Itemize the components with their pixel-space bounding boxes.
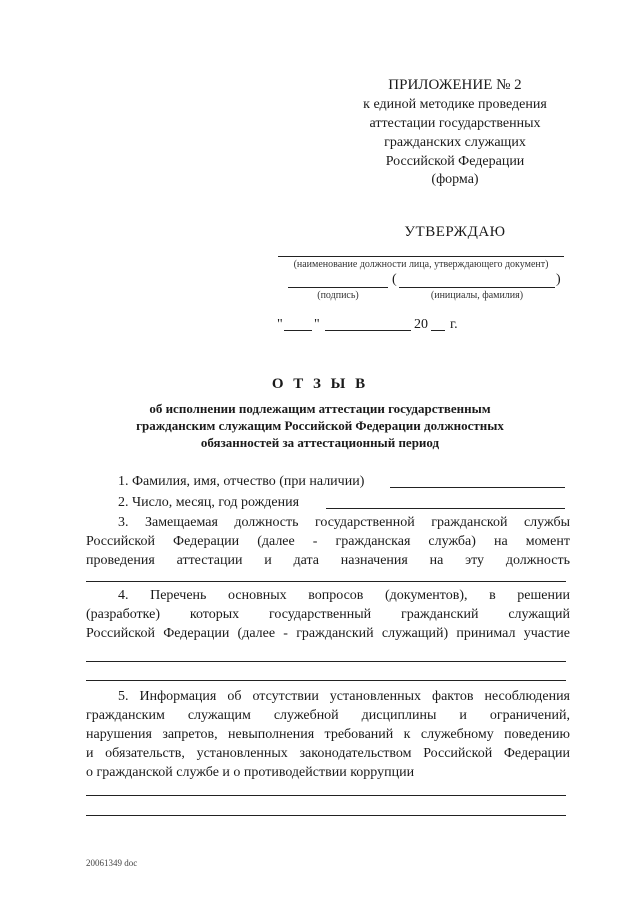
appendix-line: гражданских служащих [384, 135, 526, 150]
date-suffix: г. [450, 317, 458, 332]
subheading-line: обязанностей за аттестационный период [200, 435, 440, 450]
month-line [325, 330, 411, 331]
approval-label: УТВЕРЖДАЮ [404, 224, 506, 240]
subheading-line: гражданским служащим Российской Федерации должностных [136, 418, 504, 433]
signature-caption: (подпись) [317, 290, 359, 301]
item-5 [86, 687, 570, 782]
item-3-line: Российской Федерации (далее - гражданская служба) на момент [86, 534, 570, 549]
document-subheading [80, 400, 560, 451]
open-paren: ( [392, 272, 397, 287]
position-line [278, 256, 564, 257]
item-3-line: 3. Замещаемая должность государственной гражданской службы [118, 515, 570, 530]
item-5-line: нарушения запретов, невыполнения требований к служебному поведению [86, 727, 570, 742]
item-5-fill-line [86, 815, 566, 816]
item-1-fill-line [390, 487, 565, 488]
item-5-line: о гражданской службе и о противодействии коррупции [86, 765, 415, 780]
item-1-label: 1. Фамилия, имя, отчество (при наличии) [118, 474, 365, 489]
position-caption: (наименование должности лица, утверждающего документ) [293, 259, 549, 270]
date-year: 20 [414, 317, 428, 332]
year-line [431, 330, 445, 331]
appendix-line: к единой методике проведения [363, 97, 547, 112]
item-2-label: 2. Число, месяц, год рождения [118, 495, 300, 510]
signature-line [288, 287, 388, 288]
day-line [284, 330, 312, 331]
item-4-line: (разработке) которых государственный гражданский служащий [86, 607, 570, 622]
date-quote-open: " [277, 317, 283, 332]
item-4 [86, 586, 570, 643]
name-line [399, 287, 555, 288]
item-3 [86, 513, 570, 570]
item-3-line: проведения аттестации и дата назначения на эту должность [86, 553, 570, 568]
item-4-line: Российской Федерации (далее - гражданский служащий) принимал участие [86, 626, 570, 641]
name-caption: (инициалы, фамилия) [430, 290, 524, 301]
item-5-line: 5. Информация об отсутствии установленных фактов несоблюдения [118, 689, 570, 704]
appendix-block [330, 76, 580, 171]
form-note: (форма) [431, 172, 479, 187]
item-5-fill-line [86, 795, 566, 796]
item-3-fill-line [86, 581, 566, 582]
close-paren: ) [556, 272, 561, 287]
document-heading: О Т З Ы В [271, 376, 369, 392]
appendix-line: аттестации государственных [369, 116, 541, 131]
file-reference: 20061349 doc [86, 858, 138, 868]
item-2-fill-line [326, 508, 565, 509]
item-5-line: гражданским служащим служебной дисциплины и ограничений, [86, 708, 570, 723]
item-4-line: 4. Перечень основных вопросов (документов), в решении [118, 588, 570, 603]
item-4-fill-line [86, 661, 566, 662]
date-quote-close: " [314, 317, 320, 332]
appendix-line: Российской Федерации [385, 154, 525, 169]
item-4-fill-line [86, 680, 566, 681]
item-5-line: и обязательств, установленных законодательством Российской Федерации [86, 746, 570, 761]
subheading-line: об исполнении подлежащим аттестации государственным [149, 401, 491, 416]
appendix-title: ПРИЛОЖЕНИЕ № 2 [388, 77, 522, 93]
